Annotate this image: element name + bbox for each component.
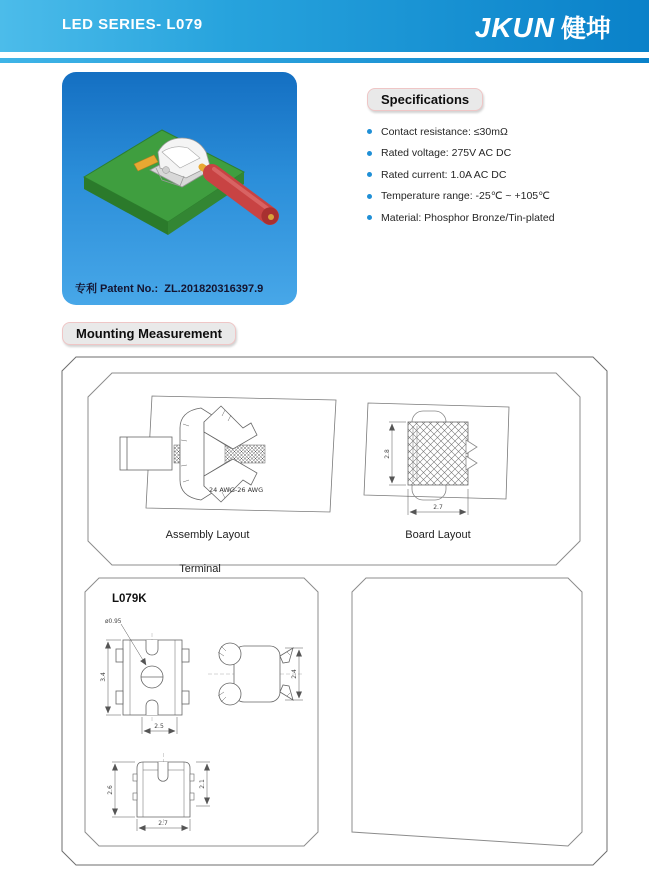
spec-item-text: Contact resistance: ≤30mΩ xyxy=(381,125,508,138)
spec-item-text: Rated current: 1.0A AC DC xyxy=(381,168,507,181)
bottom-inner-height-dim: 2.1 xyxy=(199,779,206,789)
front-height-dim: 3.4 xyxy=(100,672,107,682)
front-hole-dim: ø0.95 xyxy=(105,619,122,625)
terminal-front-view xyxy=(100,619,189,734)
page-title: LED SERIES- L079 xyxy=(62,16,203,33)
board-layout-caption: Board Layout xyxy=(405,529,471,541)
mounting-measurement-heading: Mounting Measurement xyxy=(62,322,236,345)
board-layout-drawing xyxy=(364,403,509,515)
brand-logo-cn: 健坤 xyxy=(560,15,611,43)
bottom-width-dim: 2.7 xyxy=(158,820,168,827)
spec-item-text: Material: Phosphor Bronze/Tin-plated xyxy=(381,211,555,224)
specifications-heading: Specifications xyxy=(367,88,483,111)
terminal-bottom-view xyxy=(107,753,210,831)
board-height-dim: 2.8 xyxy=(384,449,391,459)
brand-logo-en: JKUN xyxy=(474,12,555,43)
bottom-outer-height-dim: 2.6 xyxy=(107,785,114,795)
part-number-label: L079K xyxy=(112,593,147,605)
patent-number: 专利 Patent No.: ZL.201820316397.9 xyxy=(75,283,264,295)
spec-item-text: Temperature range: -25℃ ~ +105℃ xyxy=(381,190,550,203)
wire-gauge-label: 24 AWG-26 AWG xyxy=(209,486,264,494)
side-height-dim: 2.4 xyxy=(291,669,298,679)
assembly-layout-drawing xyxy=(120,396,336,512)
terminal-section-label: Terminal xyxy=(179,563,221,575)
assembly-layout-caption: Assembly Layout xyxy=(165,529,250,541)
front-width-dim: 2.5 xyxy=(154,723,164,730)
board-width-dim: 2.7 xyxy=(433,504,443,511)
spec-item-text: Rated voltage: 275V AC DC xyxy=(381,147,512,160)
panel-terminal-right xyxy=(352,578,582,846)
terminal-side-view xyxy=(208,643,303,705)
